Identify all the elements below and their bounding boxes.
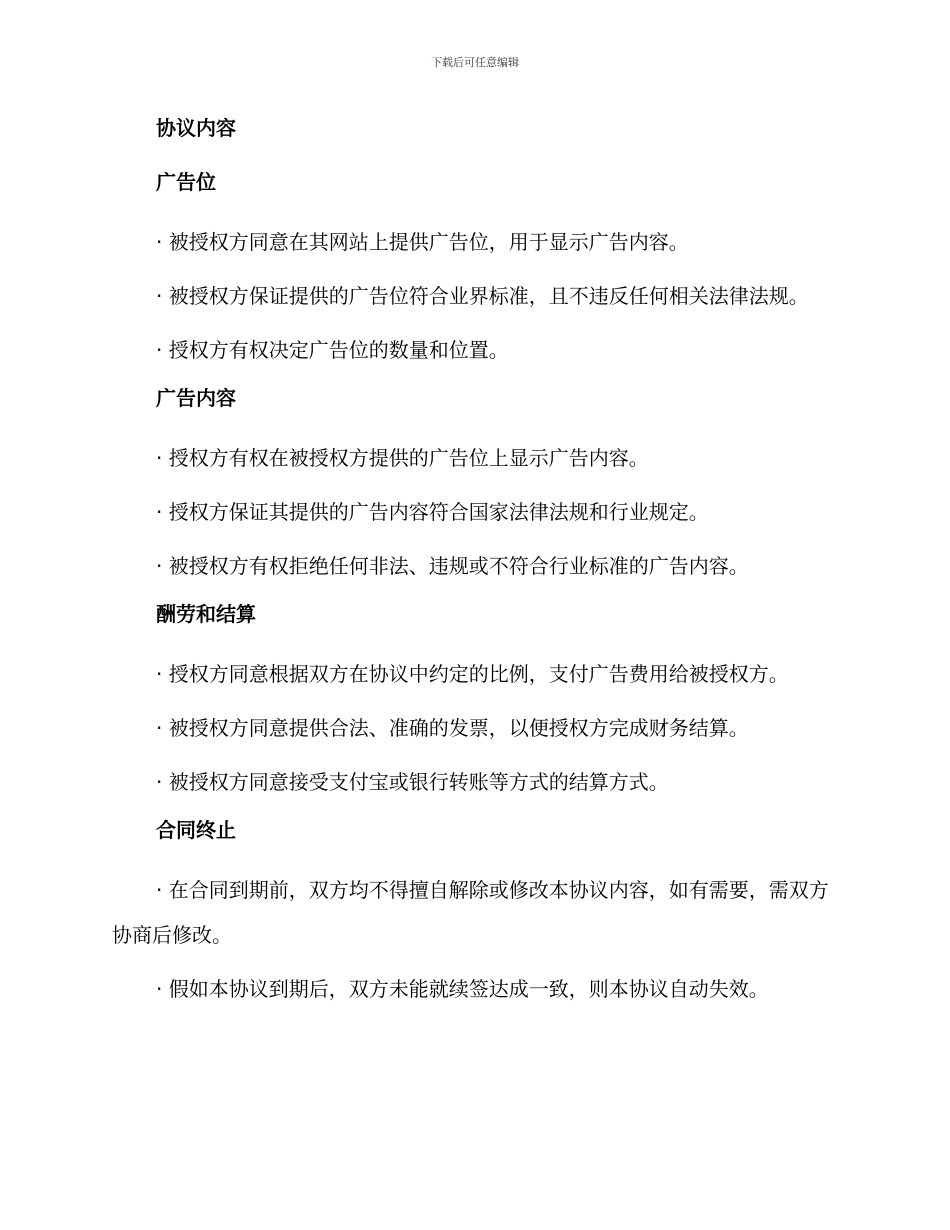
clause-item: · 授权方同意根据双方在协议中约定的比例，支付广告费用给被授权方。 bbox=[156, 662, 789, 686]
clause-item: · 被授权方有权拒绝任何非法、违规或不符合行业标准的广告内容。 bbox=[156, 554, 749, 578]
section-heading-ad-slot: 广告位 bbox=[156, 170, 216, 194]
clause-item: · 授权方有权在被授权方提供的广告位上显示广告内容。 bbox=[156, 446, 649, 470]
clause-item: · 被授权方保证提供的广告位符合业界标准，且不违反任何相关法律法规。 bbox=[156, 284, 809, 308]
clause-item: · 授权方保证其提供的广告内容符合国家法律法规和行业规定。 bbox=[156, 500, 709, 524]
clause-item: · 被授权方同意提供合法、准确的发票，以便授权方完成财务结算。 bbox=[156, 716, 749, 740]
clause-item: · 被授权方同意在其网站上提供广告位，用于显示广告内容。 bbox=[156, 230, 689, 254]
clause-item: · 授权方有权决定广告位的数量和位置。 bbox=[156, 338, 509, 362]
section-heading-payment: 酬劳和结算 bbox=[156, 602, 256, 626]
header-note: 下载后可任意编辑 bbox=[431, 56, 519, 69]
document-body bbox=[112, 112, 830, 1021]
clause-item: · 在合同到期前，双方均不得擅自解除或修改本协议内容，如有需要，需双方协商后修改。 bbox=[112, 878, 829, 947]
section-heading-ad-content: 广告内容 bbox=[156, 386, 236, 410]
document-title: 协议内容 bbox=[156, 116, 236, 140]
clause-item: · 被授权方同意接受支付宝或银行转账等方式的结算方式。 bbox=[156, 770, 669, 794]
section-heading-termination: 合同终止 bbox=[156, 818, 236, 842]
clause-item: · 假如本协议到期后，双方未能就续签达成一致，则本协议自动失效。 bbox=[156, 977, 769, 1001]
